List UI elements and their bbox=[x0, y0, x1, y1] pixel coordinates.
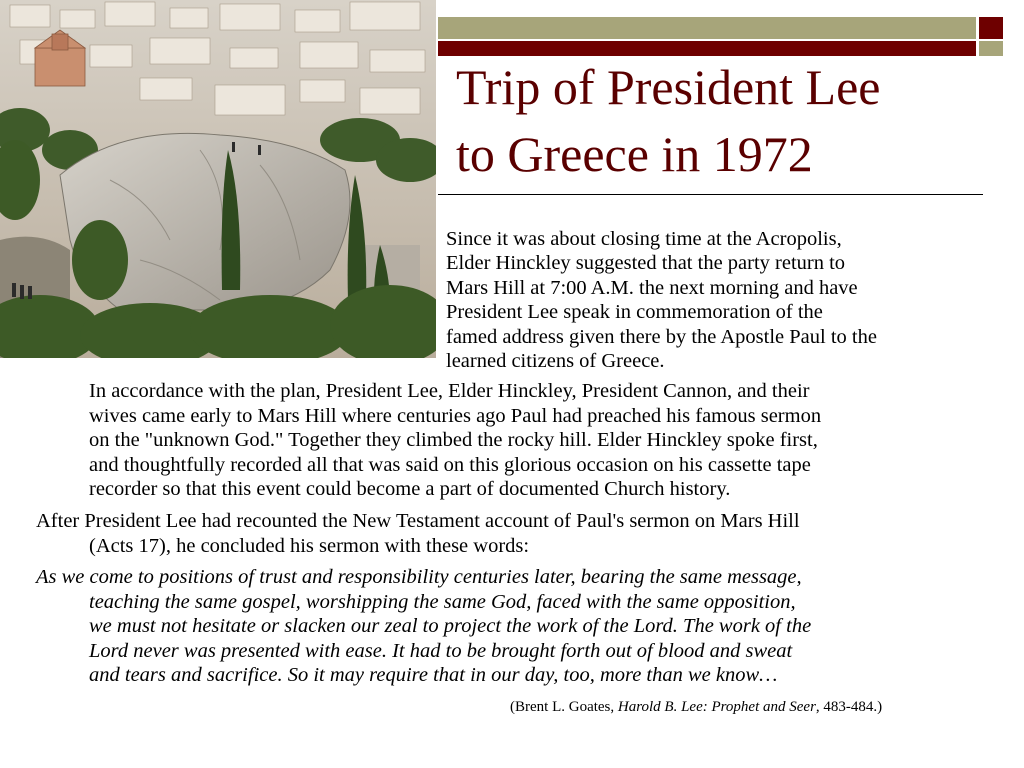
intro-line: Mars Hill at 7:00 A.M. the next morning and have bbox=[446, 276, 858, 299]
header-square-olive bbox=[979, 41, 1003, 56]
paragraph-line: In accordance with the plan, President Lee, Elder Hinckley, President Cannon, and their bbox=[89, 380, 810, 402]
paragraph-line: recorder so that this event could become a part of documented Church history. bbox=[89, 478, 731, 501]
title-line-2: to Greece in 1972 bbox=[456, 126, 813, 182]
citation-book-title: Harold B. Lee: Prophet and Seer bbox=[617, 699, 816, 715]
paragraph-line: and thoughtfully recorded all that was said on this glorious occasion on his cassette tape bbox=[89, 453, 811, 476]
paragraph-line: on the "unknown God." Together they climbed the rocky hill. Elder Hinckley spoke first, bbox=[89, 429, 818, 452]
paragraph-line: (Acts 17), he concluded his sermon with these words: bbox=[89, 534, 530, 557]
slide-title bbox=[456, 54, 976, 188]
citation-suffix: , 483-484.) bbox=[815, 699, 883, 715]
title-line-1: Trip of President Lee bbox=[456, 59, 881, 115]
sermon-paragraph bbox=[36, 509, 800, 558]
intro-line: famed address given there by the Apostle Paul to the bbox=[446, 325, 877, 348]
header-bar-olive bbox=[438, 17, 976, 39]
paragraph-line: wives came early to Mars Hill where centuries ago Paul had preached his famous sermon bbox=[89, 404, 822, 427]
quote-paragraph bbox=[36, 565, 811, 688]
paragraph-line: After President Lee had recounted the New Testament account of Paul's sermon on Mars Hill bbox=[36, 510, 800, 532]
plan-paragraph bbox=[89, 379, 821, 502]
intro-line: learned citizens of Greece. bbox=[446, 350, 665, 373]
quote-line: Lord never was presented with ease. It had to be brought forth out of blood and sweat bbox=[89, 639, 793, 662]
intro-line: Elder Hinckley suggested that the party return to bbox=[446, 252, 846, 275]
citation bbox=[510, 697, 882, 717]
intro-paragraph bbox=[446, 227, 1006, 373]
citation-prefix: (Brent L. Goates, bbox=[510, 699, 618, 715]
quote-line: and tears and sacrifice. So it may require that in our day, too, more than we know… bbox=[89, 664, 778, 687]
intro-line: Since it was about closing time at the Acropolis, bbox=[446, 228, 842, 250]
mars-hill-photo bbox=[0, 0, 436, 358]
intro-line: President Lee speak in commemoration of the bbox=[446, 301, 823, 324]
quote-line: we must not hesitate or slacken our zeal to project the work of the Lord. The work of the bbox=[89, 615, 812, 638]
quote-line: As we come to positions of trust and responsibility centuries later, bearing the same message, bbox=[36, 566, 802, 588]
quote-line: teaching the same gospel, worshipping the same God, faced with the same opposition, bbox=[89, 590, 796, 613]
header-square-maroon bbox=[979, 17, 1003, 39]
title-divider bbox=[438, 194, 983, 195]
